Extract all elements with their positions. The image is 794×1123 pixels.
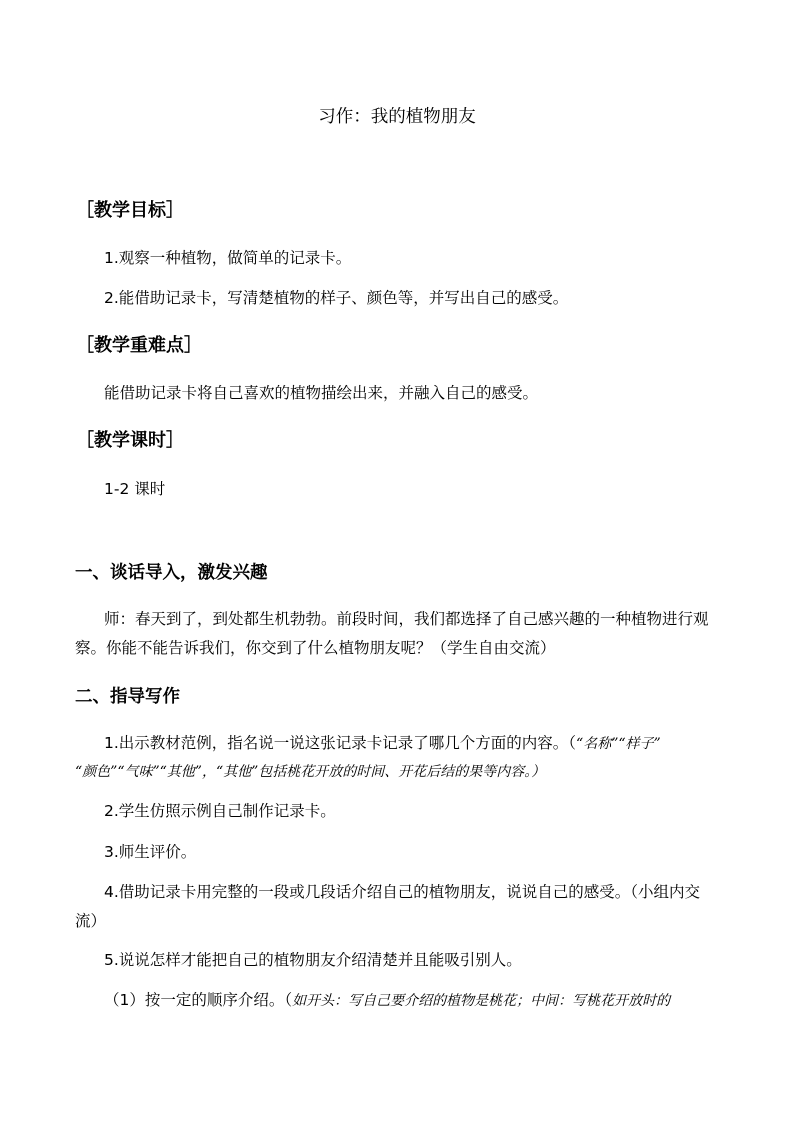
part2-item-1-text: 1.出示教材范例，指名说一说这张记录卡记录了哪几个方面的内容。（ [104, 734, 577, 752]
part2-sub-item-1-text: （1）按一定的顺序介绍。（ [104, 991, 293, 1009]
part1-paragraph-line-1: 师：春天到了，到处都生机勃勃。前段时间，我们都选择了自己感兴趣的一种植物进行观 [104, 610, 709, 628]
objectives-heading: ［教学目标］ [76, 200, 184, 221]
part2-item-5: 5.说说怎样才能把自己的植物朋友介绍清楚并且能吸引别人。 [104, 951, 522, 969]
part2-item-1-line-1 [104, 733, 661, 754]
part2-item-3: 3.师生评价。 [104, 843, 197, 861]
key-points-text: 能借助记录卡将自己喜欢的植物描绘出来，并融入自己的感受。 [104, 384, 539, 402]
objective-item-1: 1.观察一种植物，做简单的记录卡。 [104, 249, 352, 267]
part1-paragraph-line-2: 察。你能不能告诉我们，你交到了什么植物朋友呢？（学生自由交流） [75, 639, 556, 657]
objective-item-2: 2.能借助记录卡，写清楚植物的样子、颜色等，并写出自己的感受。 [104, 289, 569, 307]
part2-sub-item-1 [104, 990, 670, 1011]
part2-heading: 二、指导写作 [75, 687, 180, 707]
part2-item-4-line-1: 4.借助记录卡用完整的一段或几段话介绍自己的植物朋友，说说自己的感受。（小组内交 [104, 883, 701, 901]
part1-heading: 一、谈话导入，激发兴趣 [75, 563, 268, 583]
part2-item-4-line-2: 流） [75, 912, 107, 930]
part2-item-2: 2.学生仿照示例自己制作记录卡。 [104, 802, 336, 820]
document-title: 习作：我的植物朋友 [318, 107, 476, 127]
class-hours-heading: ［教学课时］ [76, 430, 184, 451]
part2-item-1-line-2 [75, 761, 545, 782]
part2-item-1-italic-continued: “颜色”“气味”“其他”，“其他”包括桃花开放的时间、开花后结的果等内容。） [75, 764, 546, 780]
part2-item-1-italic: “名称”“样子” [576, 736, 661, 752]
class-hours-text: 1-2 课时 [104, 480, 166, 498]
part2-sub-item-1-italic: 如开头：写自己要介绍的植物是桃花；中间：写桃花开放时的 [292, 993, 671, 1009]
key-points-heading: ［教学重难点］ [76, 335, 202, 356]
